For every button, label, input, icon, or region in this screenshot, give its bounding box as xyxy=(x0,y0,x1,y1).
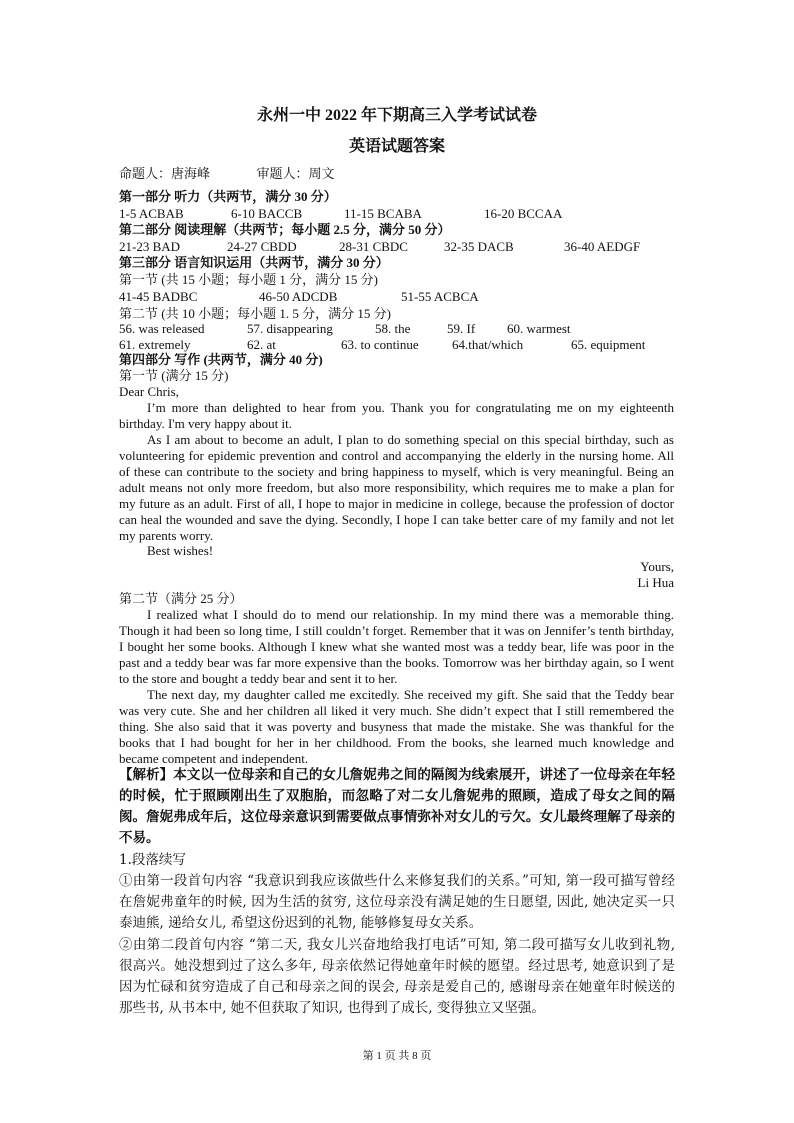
answer-item: 64.that/which xyxy=(452,337,524,352)
letter-paragraph-1: I’m more than delighted to hear from you. Thank you for congratulating me on my eighteenth birthday. I'm very happy about it. xyxy=(119,400,674,431)
part3-sec1-answers xyxy=(119,289,679,305)
analysis-item-1: ①由第一段首句内容 “我意识到我应该做些什么来修复我们的关系。”可知, 第一段可描写曾经在詹妮弗童年的时候, 因为生活的贫穷, 这位母亲没有满足她的生日愿望, 因此, 她决定买一只泰迪熊, 递给女儿, 希望这份迟到的礼物, 能够修复母女关系。 xyxy=(119,873,675,931)
continuation-paragraph-1: I realized what I should do to mend our relationship. In my mind there was a memorable thing. Though it had been so long time, I still couldn’t forget. Remember that it was on Jennifer’s tenth birthday, I bought her some books. Although I knew what she wanted most was a teddy bear, life was poor in the past and a teddy bear was far more expensive than the books. Tomorrow was her birthday again, so I went to the store and bought a teddy bear and sent it to her. xyxy=(119,607,674,686)
reviewer: 审题人：周文 xyxy=(256,166,335,181)
page-number: 第 1 页 共 8 页 xyxy=(362,1050,432,1062)
answer-group: 51-55 ACBCA xyxy=(401,289,479,304)
answer-group: 1-5 ACBAB xyxy=(119,206,184,221)
answer-item: 62. at xyxy=(247,337,276,352)
answer-group: 24-27 CBDD xyxy=(227,239,297,254)
continuation-paragraph-2: The next day, my daughter called me excitedly. She received my gift. She said that the Teddy bear was very cute. She and her children all liked it very much. She didn’t expect that I still remembered the thing. She also said that it was poverty and busyness that made the mistake. She was thankful for the books that I had bought for her in her childhood. From the books, she learned much knowledge and became competent and independent. xyxy=(119,687,674,766)
part3-sec2-row2 xyxy=(119,337,679,353)
analysis-summary: 【解析】本文以一位母亲和自己的女儿詹妮弗之间的隔阂为线索展开，讲述了一位母亲在年轻的时候，忙于照顾刚出生了双胞胎，而忽略了对二女儿詹妮弗的照顾，造成了母女之间的隔阂。詹妮弗成年后，这位母亲意识到需要做点事情弥补对女儿的亏欠。女儿最终理解了母亲的不易。 xyxy=(119,767,675,846)
analysis-item-2: ②由第二段首句内容 “第二天, 我女儿兴奋地给我打电话”可知, 第二段可描写女儿收到礼物, 很高兴。她没想到过了这么多年, 母亲依然记得她童年时候的愿望。经过思考, 她意识到了是因为忙碌和贫穷造成了自己和母亲之间的误会, 母亲是爱自己的, 感谢母亲在她童年时候送的那些书, 从书本中, 她不但获取了知识, 也得到了成长, 变得独立又坚强。 xyxy=(119,937,675,1016)
answer-group: 28-31 CBDC xyxy=(339,239,408,254)
answer-group: 6-10 BACCB xyxy=(231,206,303,221)
part3-sec2-row1 xyxy=(119,321,679,337)
answer-item: 58. the xyxy=(375,321,411,336)
answer-group: 11-15 BCABA xyxy=(344,206,422,221)
answer-group: 46-50 ADCDB xyxy=(259,289,338,304)
part2-heading: 第二部分 阅读理解（共两节；每小题 2.5 分，满分 50 分） xyxy=(119,222,451,237)
letter-closing: Best wishes! xyxy=(147,543,214,558)
part3-sec1-heading: 第一节 (共 15 小题；每小题 1 分，满分 15 分) xyxy=(119,272,378,287)
letter-greeting: Dear Chris, xyxy=(119,384,179,399)
answer-group: 36-40 AEDGF xyxy=(564,239,641,254)
authors-line xyxy=(119,166,335,182)
part4-sec1-heading: 第一节 (满分 15 分) xyxy=(119,368,229,383)
page-subtitle: 英语试题答案 xyxy=(348,138,445,155)
letter-sign-yours: Yours, xyxy=(640,559,674,574)
answer-item: 61. extremely xyxy=(119,337,191,352)
part4-sec2-heading: 第二节（满分 25 分） xyxy=(119,591,243,606)
letter-paragraph-2: As I am about to become an adult, I plan to do something special on this special birthday, such as volunteering for epidemic prevention and control and accompanying the elderly in the nursing home. All of these can contribute to the society and bring happiness to myself, which is very meaningful. Being an adult means not only more freedom, but also more responsibility, which requires me to make a plan for my future as an adult. First of all, I hope to major in medicine in college, because the profession of doctor can heal the wounded and save the dying. Secondly, I hope I can take better care of my family and not let my parents worry. xyxy=(119,432,674,543)
letter-sign-name: Li Hua xyxy=(637,575,674,590)
part1-answers xyxy=(119,206,679,222)
answer-group: 16-20 BCCAA xyxy=(484,206,563,221)
part2-answers xyxy=(119,239,679,255)
part3-sec2-heading: 第二节 (共 10 小题；每小题 1. 5 分，满分 15 分) xyxy=(119,306,391,321)
page-title: 永州一中 2022 年下期高三入学考试试卷 xyxy=(256,107,537,124)
answer-item: 59. If xyxy=(447,321,476,336)
answer-group: 21-23 BAD xyxy=(119,239,181,254)
answer-item: 65. equipment xyxy=(571,337,646,352)
answer-group: 41-45 BADBC xyxy=(119,289,198,304)
answer-group: 32-35 DACB xyxy=(444,239,514,254)
part1-heading: 第一部分 听力（共两节，满分 30 分） xyxy=(119,189,337,204)
part4-heading: 第四部分 写作 (共两节，满分 40 分) xyxy=(119,352,323,367)
analysis-item-heading: 1.段落续写 xyxy=(119,852,186,868)
answer-item: 63. to continue xyxy=(341,337,419,352)
answer-item: 56. was released xyxy=(119,321,205,336)
setter: 命题人：唐海峰 xyxy=(119,166,211,181)
part3-heading: 第三部分 语言知识运用（共两节，满分 30 分） xyxy=(119,255,389,270)
answer-item: 60. warmest xyxy=(507,321,571,336)
answer-item: 57. disappearing xyxy=(247,321,333,336)
